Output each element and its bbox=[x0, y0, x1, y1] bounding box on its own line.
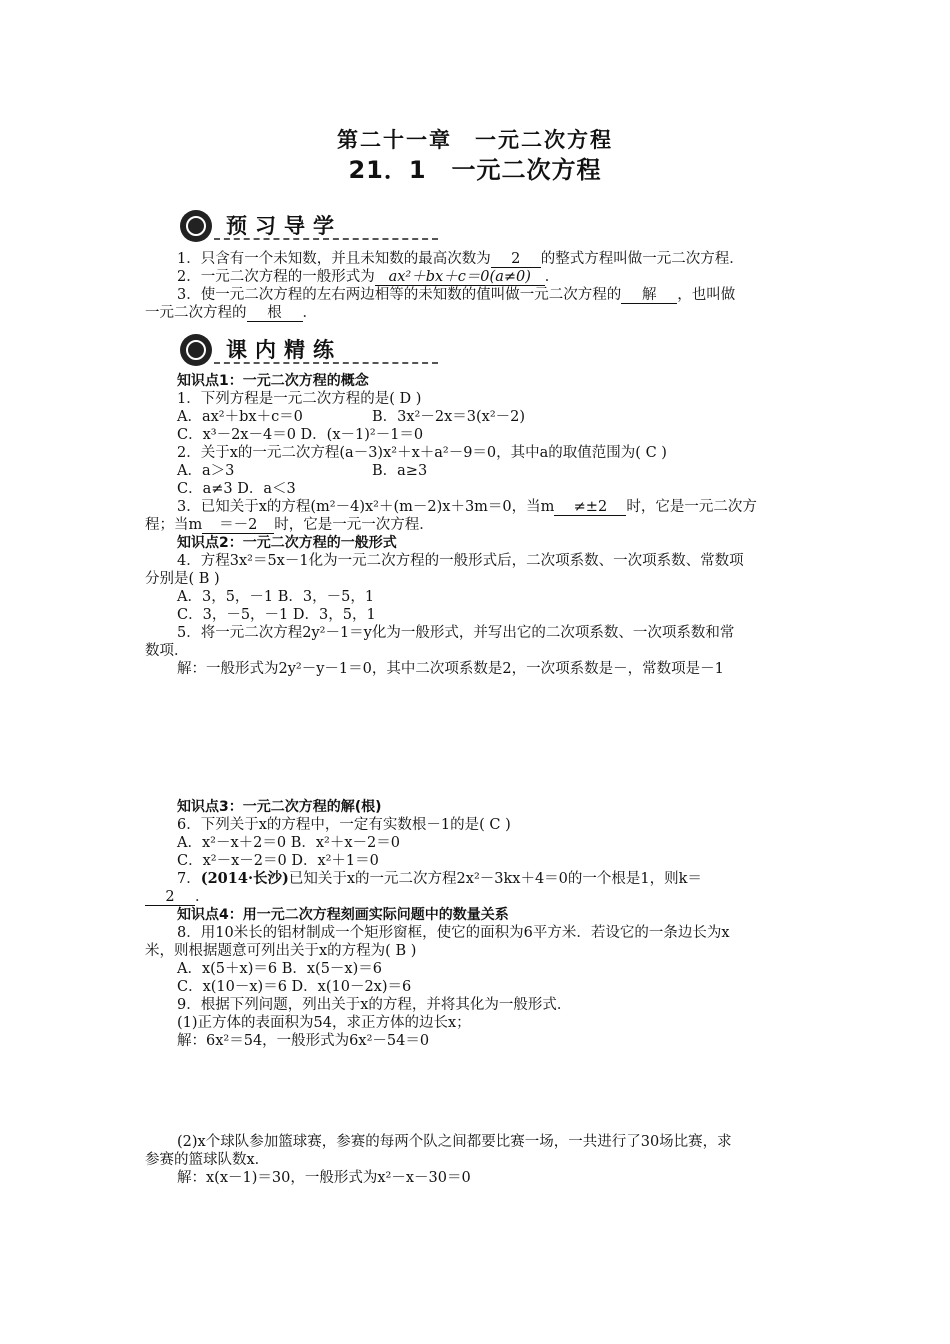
kp4-q9-part1-answer: 解：6x²＝54，一般形式为6x²－54＝0 bbox=[177, 1033, 430, 1049]
kp3-title: 知识点3：一元二次方程的解(根) bbox=[177, 799, 382, 815]
pencil-icon bbox=[180, 334, 212, 366]
preview-q2: 2．一元二次方程的一般形式为 ax²＋bx＋c＝0(a≠0) ． bbox=[177, 269, 560, 285]
kp2-q4-options-cd: C．3，－5，－1 D．3，5，1 bbox=[177, 607, 376, 623]
banner-divider bbox=[214, 362, 438, 364]
banner-divider bbox=[214, 238, 438, 240]
answer-blank: ＝－2 bbox=[202, 517, 274, 534]
kp3-q6: 6．下列关于x的方程中，一定有实数根－1的是( C ) bbox=[177, 817, 511, 833]
kp4-title: 知识点4：用一元二次方程刻画实际问题中的数量关系 bbox=[177, 907, 509, 923]
kp1-q1-options-ab: A．ax²＋bx＋c＝0 B．3x²－2x＝3(x²－2) bbox=[177, 409, 526, 425]
preview-q3: 3．使一元二次方程的左右两边相等的未知数的值叫做一元二次方程的 解 ，也叫做 bbox=[177, 287, 736, 303]
kp3-q6-options-ab: A．x²－x＋2＝0 B．x²＋x－2＝0 bbox=[177, 835, 400, 851]
kp1-q1: 1．下列方程是一元二次方程的是( D ) bbox=[177, 391, 422, 407]
kp1-q2-options-ab: A．a＞3 B．a≥3 bbox=[177, 463, 428, 479]
kp1-title: 知识点1：一元二次方程的概念 bbox=[177, 373, 369, 389]
kp4-q8: 8．用10米长的铝材制成一个矩形窗框，使它的面积为6平方米．若设它的一条边长为x bbox=[177, 925, 730, 941]
kp4-q9-part2-answer: 解：x(x－1)＝30，一般形式为x²－x－30＝0 bbox=[177, 1170, 471, 1186]
kp3-section bbox=[145, 798, 809, 1050]
kp1-q1-options-cd: C．x³－2x－4＝0 D．(x－1)²－1＝0 bbox=[177, 427, 424, 443]
kp4-q8-cont: 米，则根据题意可列出关于x的方程为( B ) bbox=[145, 943, 417, 959]
kp2-q4-cont: 分别是( B ) bbox=[145, 571, 220, 587]
chapter-title: 第二十一章 一元二次方程 bbox=[337, 128, 613, 152]
kp1-q3-cont: 程；当m ＝－2 时，它是一元一次方程． bbox=[145, 517, 434, 533]
preview-q3-cont: 一元二次方程的 根 ． bbox=[145, 305, 317, 321]
kp2-title: 知识点2：一元二次方程的一般形式 bbox=[177, 535, 397, 551]
answer-blank: 根 bbox=[247, 305, 303, 322]
kp4-q9-part1: (1)正方体的表面积为54，求正方体的边长x； bbox=[177, 1015, 471, 1031]
kp1-q2: 2．关于x的一元二次方程(a－3)x²＋x＋a²－9＝0，其中a的取值范围为( C ) bbox=[177, 445, 667, 461]
kp4-q8-options-ab: A．x(5＋x)＝6 B．x(5－x)＝6 bbox=[177, 961, 382, 977]
preview-section bbox=[145, 250, 809, 322]
kp3-q7-cont: 2 ． bbox=[145, 888, 809, 906]
kp3-q6-options-cd: C．x²－x－2＝0 D．x²＋1＝0 bbox=[177, 853, 379, 869]
kp1-q2-options-cd: C．a≠3 D．a＜3 bbox=[177, 481, 296, 497]
kp2-q5-cont: 数项． bbox=[145, 643, 189, 659]
kp4-q9-part2: (2)x个球队参加篮球赛，参赛的每两个队之间都要比赛一场，一共进行了30场比赛，求 bbox=[177, 1134, 732, 1150]
book-icon bbox=[180, 210, 212, 242]
section-title: 21．1 一元二次方程 bbox=[348, 156, 602, 184]
answer-blank: 2 bbox=[145, 889, 195, 906]
kp2-q5: 5．将一元二次方程2y²－1＝y化为一般形式，并写出它的二次项系数、一次项系数和常 bbox=[177, 625, 735, 641]
kp4-q8-options-cd: C．x(10－x)＝6 D．x(10－2x)＝6 bbox=[177, 979, 412, 995]
preview-banner bbox=[180, 210, 440, 242]
source-tag: (2014·长沙) bbox=[200, 870, 289, 887]
kp1-q3: 3．已知关于x的方程(m²－4)x²＋(m－2)x＋3m＝0，当m ≠±2 时，它是一元二次方 bbox=[177, 499, 757, 515]
answer-blank: ≠±2 bbox=[554, 499, 626, 516]
answer-blank: ax²＋bx＋c＝0(a≠0) bbox=[375, 269, 545, 286]
preview-q1: 1．只含有一个未知数，并且未知数的最高次数为 2 的整式方程叫做一元二次方程． bbox=[177, 251, 744, 267]
practice-banner-text: 课内精练 bbox=[226, 338, 342, 362]
kp2-q4: 4．方程3x²＝5x－1化为一元二次方程的一般形式后，二次项系数、一次项系数、常数项 bbox=[177, 553, 744, 569]
kp4-part2 bbox=[145, 1133, 809, 1187]
kp2-q4-options-ab: A．3，5，－1 B．3，－5，1 bbox=[177, 589, 375, 605]
answer-blank: 2 bbox=[491, 251, 541, 268]
kp4-q9-part2-cont: 参赛的篮球队数x． bbox=[145, 1152, 270, 1168]
kp3-q7: 7．(2014·长沙)已知关于x的一元二次方程2x²－3kx＋4＝0的一个根是1，则k＝ bbox=[177, 870, 702, 887]
preview-banner-text: 预习导学 bbox=[226, 214, 342, 238]
kp2-q5-answer: 解：一般形式为2y²－y－1＝0，其中二次项系数是2，一次项系数是－，常数项是－1 bbox=[177, 661, 724, 677]
answer-blank: 解 bbox=[621, 287, 677, 304]
kp1-section bbox=[145, 372, 809, 678]
practice-banner bbox=[180, 334, 440, 366]
kp4-q9: 9．根据下列问题，列出关于x的方程，并将其化为一般形式． bbox=[177, 997, 572, 1013]
